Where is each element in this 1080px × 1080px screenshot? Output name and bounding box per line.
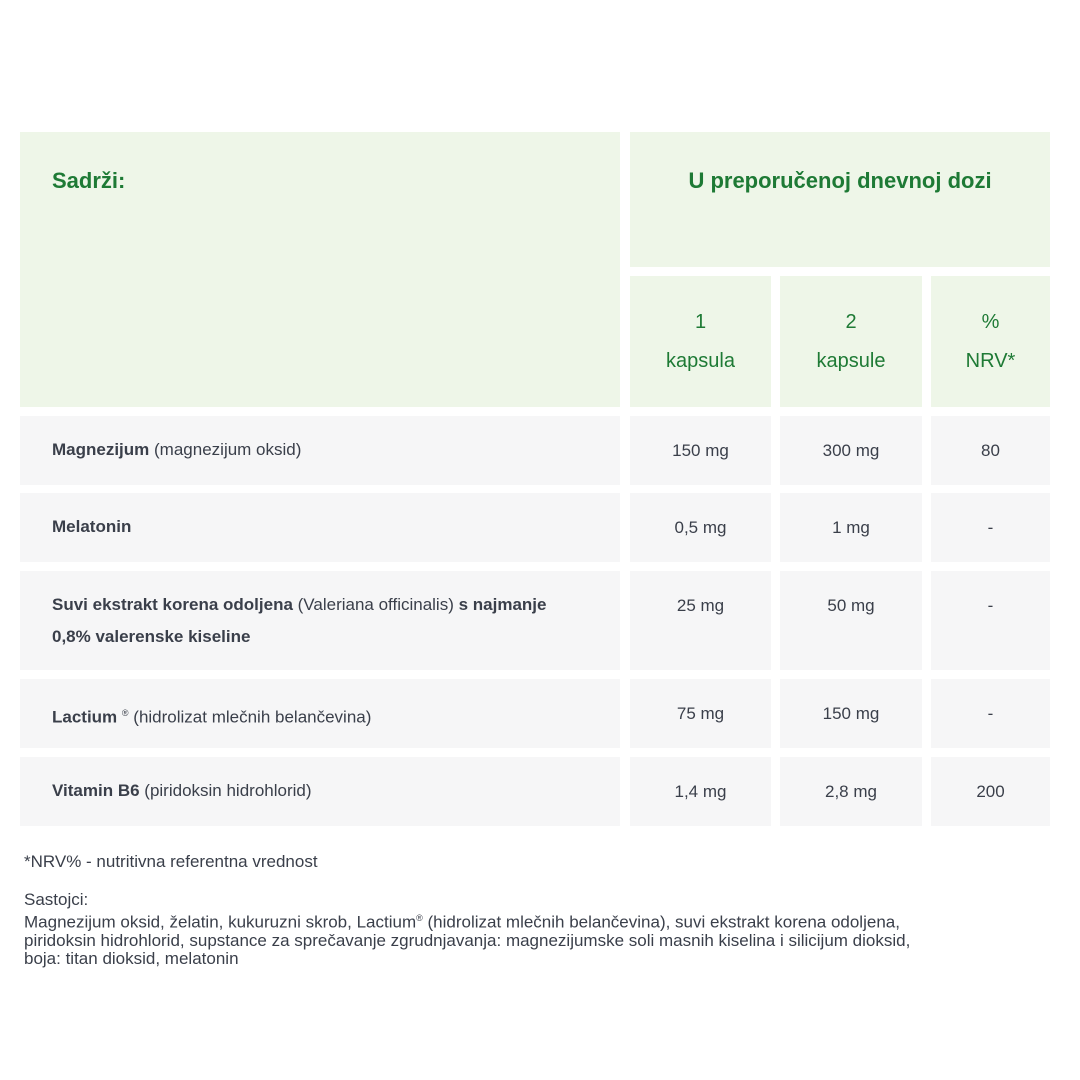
table-cell [931, 571, 1050, 670]
table-cell [780, 571, 922, 670]
contains-label: Sadrži: [52, 168, 126, 193]
value-nrv: - [987, 704, 994, 723]
value-2-capsules: 150 mg [822, 704, 880, 723]
value-nrv: 80 [981, 441, 1000, 460]
value-1-capsule: 25 mg [676, 596, 725, 615]
table-cell [630, 571, 771, 670]
ingredient-name: Magnezijum (magnezijum oksid) [52, 440, 302, 459]
ingredients-block [24, 891, 1064, 968]
ingredients-line: piridoksin hidrohlorid, supstance za sprečavanje zgrudnjavanja: magnezijumske soli masnih kiselina i silicijum dioksid, [24, 930, 911, 950]
value-nrv: - [987, 518, 994, 537]
ingredient-name: Suvi ekstrakt korena odoljena (Valeriana officinalis) s najmanje 0,8% valerenske kiseline [52, 595, 547, 646]
col1-header: 1 kapsula [666, 311, 735, 372]
ingredient-name: Melatonin [52, 517, 132, 536]
ingredients-line: Magnezijum oksid, želatin, kukuruzni skrob, Lactium® (hidrolizat mlečnih belančevina), suvi ekstrakt korena odoljena, [24, 912, 900, 932]
nrv-footnote: *NRV% - nutritivna referentna vrednost [24, 852, 318, 871]
value-2-capsules: 2,8 mg [825, 782, 877, 801]
ingredient-name: Lactium ® (hidrolizat mlečnih belančevina) [52, 707, 372, 727]
col2-header: 2 kapsule [816, 311, 886, 372]
col3-header: % NRV* [965, 311, 1016, 372]
dose-title: U preporučenoj dnevnoj dozi [688, 168, 992, 193]
value-nrv: - [987, 596, 994, 615]
value-1-capsule: 0,5 mg [674, 518, 727, 537]
value-1-capsule: 75 mg [676, 704, 725, 723]
value-2-capsules: 1 mg [832, 518, 870, 537]
value-2-capsules: 50 mg [827, 596, 875, 615]
value-nrv: 200 [976, 782, 1005, 801]
value-2-capsules: 300 mg [822, 441, 880, 460]
ingredients-line: boja: titan dioksid, melatonin [24, 948, 239, 968]
ingredients-title: Sastojci: [24, 890, 89, 909]
ingredient-name: Vitamin B6 (piridoksin hidrohlorid) [52, 781, 312, 800]
value-1-capsule: 150 mg [672, 441, 729, 460]
value-1-capsule: 1,4 mg [674, 782, 727, 801]
